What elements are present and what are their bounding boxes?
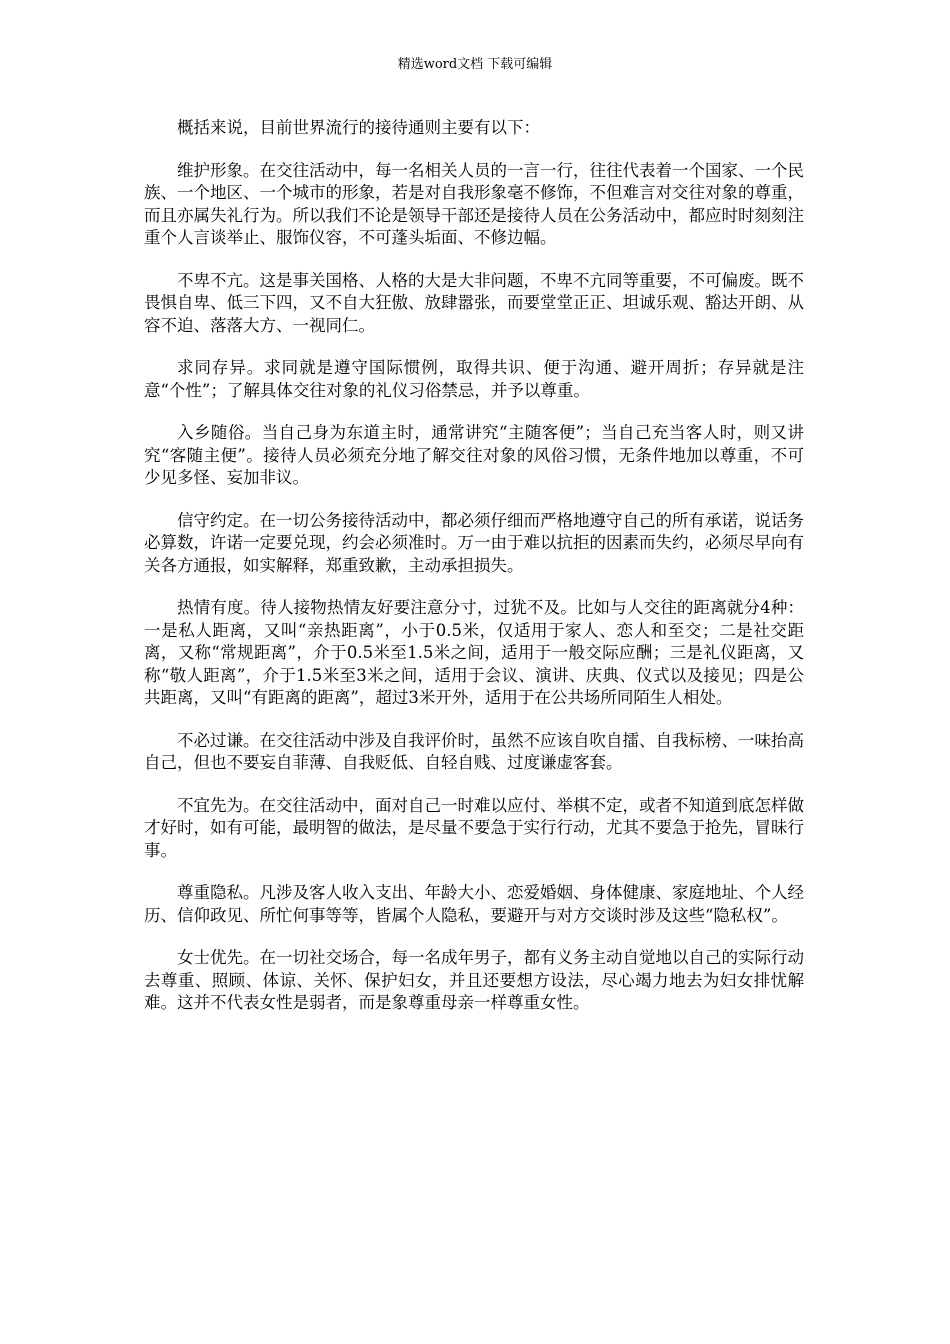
paragraph-moderate-warmth: 热情有度。待人接物热情友好要注意分寸，过犹不及。比如与人交往的距离就分4种：一是私人距离，又叫“亲热距离”，小于0.5米，仅适用于家人、恋人和至交；二是社交距离，又称“常规距离”，介于0.5米至1.5米之间，适用于一般交际应酬；三是礼仪距离，又称“敬人距离”，介于1.5米至3米之间，适用于会议、演讲、庆典、仪式以及接见；四是公共距离，又叫“有距离的距离”，超过3米开外，适用于在公共场所同陌生人相处。: [144, 598, 804, 707]
document-body: [144, 117, 804, 1035]
paragraph-ladies-first: 女士优先。在一切社交场合，每一名成年男子，都有义务主动自觉地以自己的实际行动去尊重、照顾、体谅、关怀、保护妇女，并且还要想方设法，尽心竭力地去为妇女排忧解难。这并不代表女性是弱者，而是象尊重母亲一样尊重女性。: [144, 948, 804, 1012]
paragraph-maintain-image: 维护形象。在交往活动中，每一名相关人员的一言一行，往往代表着一个国家、一个民族、一个地区、一个城市的形象，若是对自我形象毫不修饰，不但难言对交往对象的尊重，而且亦属失礼行为。所以我们不论是领导干部还是接待人员在公务活动中，都应时时刻刻注重个人言谈举止、服饰仪容，不可蓬头垢面、不修边幅。: [144, 160, 804, 247]
paragraph-not-overly-modest: 不必过谦。在交往活动中涉及自我评价时，虽然不应该自吹自擂、自我标榜、一味抬高自己，但也不要妄自菲薄、自我贬低、自轻自贱、过度谦虚客套。: [144, 730, 804, 772]
paragraph-respect-privacy: 尊重隐私。凡涉及客人收入支出、年龄大小、恋爱婚姻、身体健康、家庭地址、个人经历、信仰政见、所忙何事等等，皆属个人隐私，要避开与对方交谈时涉及这些“隐私权”。: [144, 883, 804, 925]
paragraph-follow-local-customs: 入乡随俗。当自己身为东道主时，通常讲究“主随客便”；当自己充当客人时，则又讲究“客随主便”。接待人员必须充分地了解交往对象的风俗习惯，无条件地加以尊重，不可少见多怪、妄加非议。: [144, 423, 804, 487]
paragraph-keep-promises: 信守约定。在一切公务接待活动中，都必须仔细而严格地遵守自己的所有承诺，说话务必算数，许诺一定要兑现，约会必须准时。万一由于难以抗拒的因素而失约，必须尽早向有关各方通报，如实解释，郑重致歉，主动承担损失。: [144, 510, 804, 575]
paragraph-seek-common-ground: 求同存异。求同就是遵守国际惯例，取得共识、便于沟通、避开周折；存异就是注意“个性”；了解具体交往对象的礼仪习俗禁忌，并予以尊重。: [144, 358, 804, 400]
paragraph-do-not-rush: 不宜先为。在交往活动中，面对自己一时难以应付、举棋不定，或者不知道到底怎样做才好时，如有可能，最明智的做法，是尽量不要急于实行行动，尤其不要急于抢先，冒昧行事。: [144, 795, 804, 860]
paragraph-intro: 概括来说，目前世界流行的接待通则主要有以下：: [177, 118, 540, 137]
paragraph-neither-humble-nor-arrogant: 不卑不亢。这是事关国格、人格的大是大非问题，不卑不亢同等重要，不可偏废。既不畏惧自卑、低三下四，又不自大狂傲、放肆嚣张，而要堂堂正正、坦诚乐观、豁达开朗、从容不迫、落落大方、一视同仁。: [144, 270, 804, 335]
page-header: 精选word文档 下载可编辑: [397, 57, 553, 72]
